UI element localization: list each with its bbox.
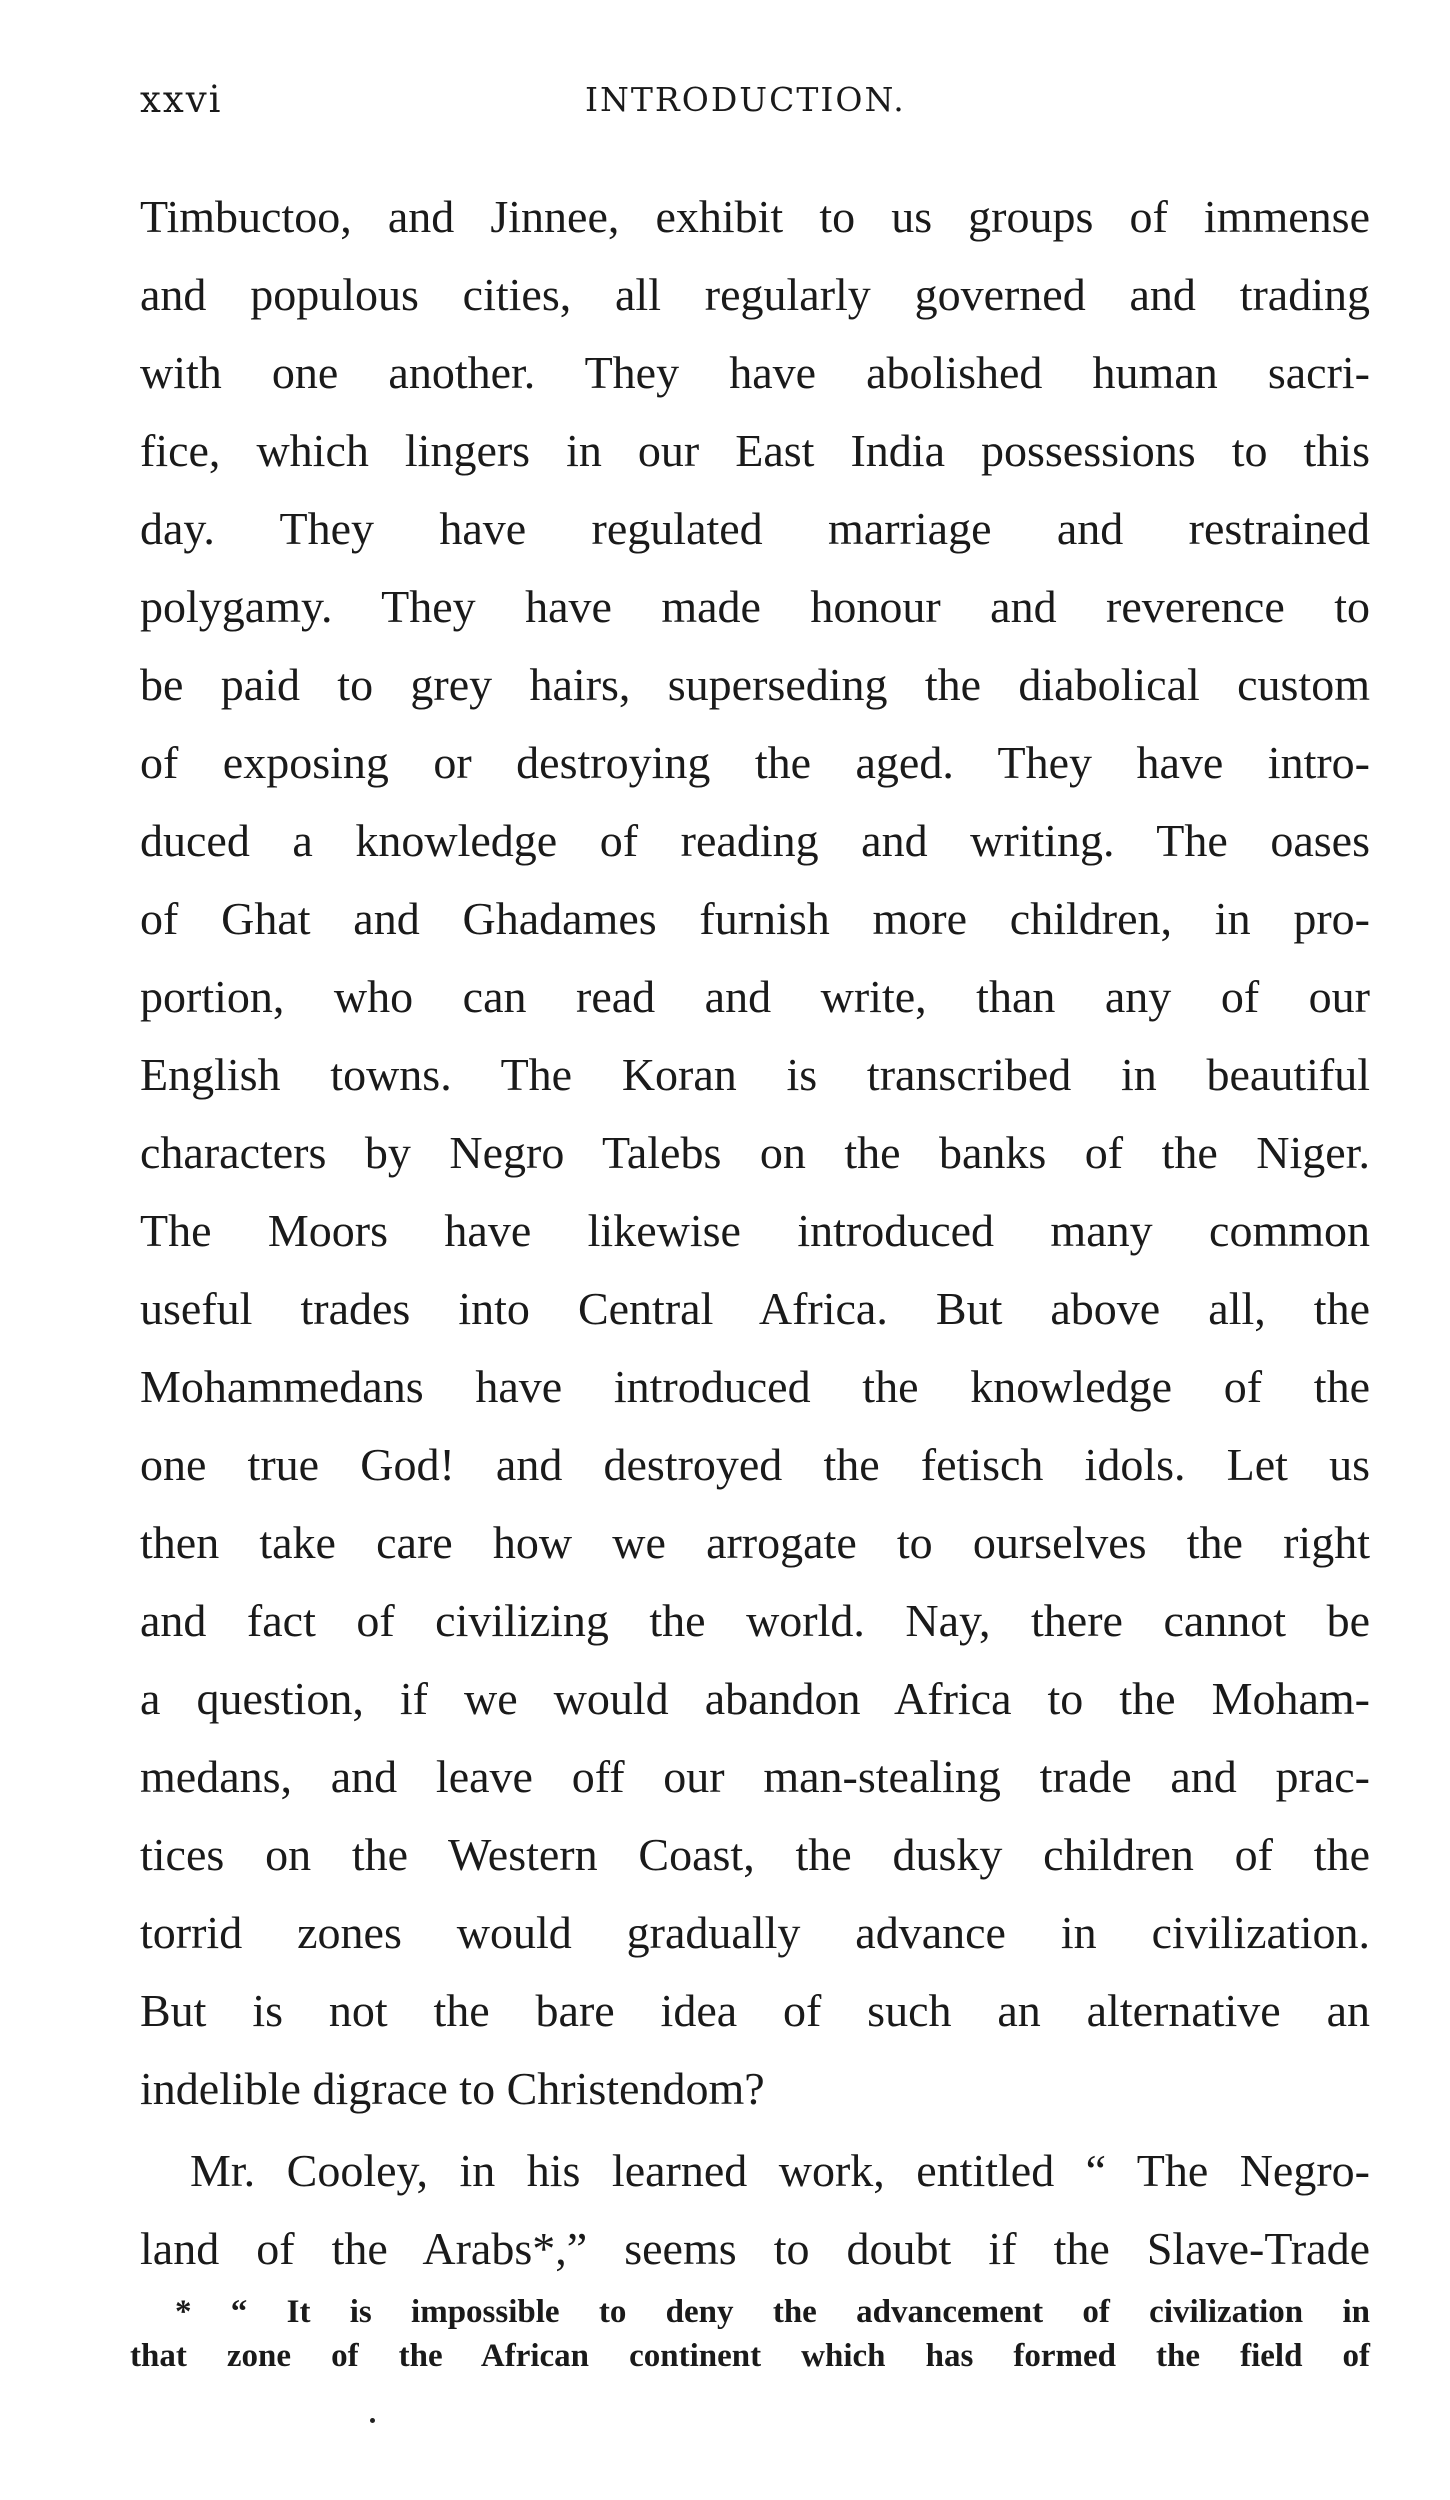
text-line: Mr. Cooley, in his learned work, entitled “ The Negro-	[190, 2145, 1370, 2196]
text-line: characters by Negro Talebs on the banks of the Niger.	[140, 1127, 1370, 1178]
text-line: The Moors have likewise introduced many common	[140, 1205, 1370, 1256]
text-line: Mohammedans have introduced the knowledge of the	[140, 1361, 1370, 1412]
page-number: xxvi	[140, 78, 223, 121]
text-line: be paid to grey hairs, superseding the diabolical custom	[140, 659, 1370, 710]
print-speck	[370, 2418, 375, 2423]
text-line: with one another. They have abolished human sacri-	[140, 347, 1370, 398]
text-line: Timbuctoo, and Jinnee, exhibit to us groups of immense	[140, 191, 1370, 242]
text-line: medans, and leave off our man-stealing trade and prac-	[140, 1751, 1370, 1802]
text-line: of exposing or destroying the aged. They have intro-	[140, 737, 1370, 788]
footnote	[130, 2290, 1370, 2378]
text-line: torrid zones would gradually advance in civilization.	[140, 1907, 1370, 1958]
text-line: useful trades into Central Africa. But above all, the	[140, 1283, 1370, 1334]
text-line: portion, who can read and write, than any of our	[140, 971, 1370, 1022]
text-line: and fact of civilizing the world. Nay, there cannot be	[140, 1595, 1370, 1646]
paragraph	[140, 2132, 1370, 2288]
text-line: polygamy. They have made honour and reverence to	[140, 581, 1370, 632]
text-line: land of the Arabs*,” seems to doubt if the Slave-Trade	[140, 2223, 1370, 2274]
paragraph	[140, 178, 1370, 2128]
text-line: duced a knowledge of reading and writing. The oases	[140, 815, 1370, 866]
text-line: one true God! and destroyed the fetisch idols. Let us	[140, 1439, 1370, 1490]
page-header	[140, 78, 1370, 128]
text-line: fice, which lingers in our East India possessions to this	[140, 425, 1370, 476]
text-line: indelible digrace to Christendom?	[140, 2063, 765, 2114]
text-line: day. They have regulated marriage and restrained	[140, 503, 1370, 554]
text-line: a question, if we would abandon Africa to the Moham-	[140, 1673, 1370, 1724]
text-line: then take care how we arrogate to ourselves the right	[140, 1517, 1370, 1568]
footnote-line: that zone of the African continent which has formed the field of	[130, 2338, 1370, 2374]
running-head: INTRODUCTION.	[585, 80, 906, 119]
text-line: tices on the Western Coast, the dusky children of the	[140, 1829, 1370, 1880]
body-text	[140, 178, 1370, 2288]
text-line: of Ghat and Ghadames furnish more children, in pro-	[140, 893, 1370, 944]
footnote-line: * “ It is impossible to deny the advancement of civilization in	[175, 2294, 1370, 2330]
text-line: But is not the bare idea of such an alternative an	[140, 1985, 1370, 2036]
text-line: English towns. The Koran is transcribed in beautiful	[140, 1049, 1370, 1100]
text-line: and populous cities, all regularly governed and trading	[140, 269, 1370, 320]
